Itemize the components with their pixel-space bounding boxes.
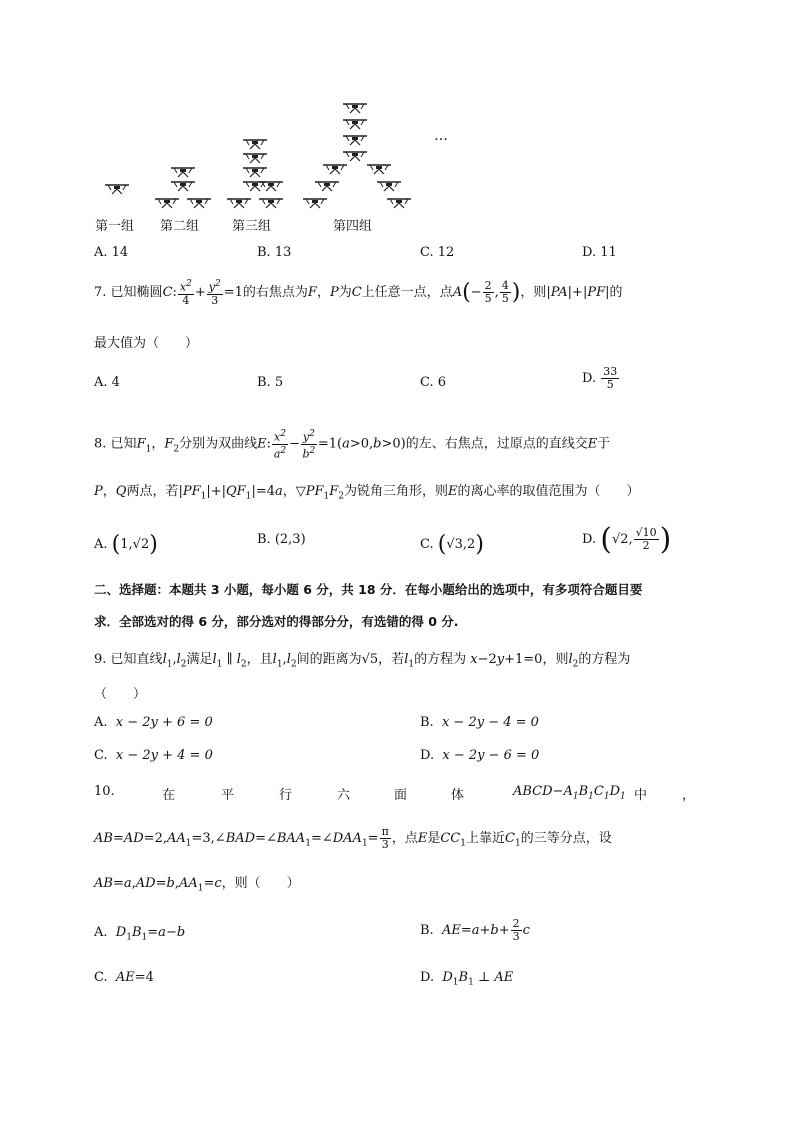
q7-option-d: D. $\frac{33}{5}$ [582, 365, 618, 391]
section2-heading-line2: 求．全部选对的得 6 分，部分选对的得部分分，有选错的得 0 分. [94, 614, 459, 629]
q10-option-c: C. AE=4 [94, 970, 154, 985]
q10-option-a: A. $D_1B_1=a-b$ [94, 925, 186, 943]
drone-icon [342, 134, 368, 146]
section2-heading-line1: 二、选择题：本题共 3 小题，每小题 6 分，共 18 分．在每小题给出的选项中，有多项符合题目要 [94, 582, 643, 597]
q6-option-b: B. 13 [257, 245, 292, 260]
q8-option-c: C. (√3,2) [420, 532, 484, 557]
drone-icon [226, 197, 252, 209]
q10-stem-line3: $AB=a,AD=b,AA_1=c$，则（ ） [94, 876, 300, 894]
group-label-4: 第四组 [333, 219, 373, 234]
q8-option-d: D. (√2, $\frac{√10}{2}$ ) [582, 522, 672, 557]
drone-icon [186, 197, 212, 209]
q6-option-d: D. 11 [582, 245, 617, 260]
q9-option-b: B. x − 2y − 4 = 0 [420, 715, 539, 730]
drone-icon [104, 183, 130, 195]
drone-icon [342, 150, 368, 162]
drone-icon [314, 180, 340, 192]
drone-icon [154, 197, 180, 209]
q9-stem-line2: （ ） [94, 687, 147, 702]
drone-icon [342, 102, 368, 114]
figure-ellipsis: … [434, 128, 448, 144]
q10-stem-line2: $AB=AD=2,AA_1=3,\angle BAD=\angle BAA_1=\angle DAA_1=$ $\frac{\pi}{3}$ ，点E是$CC_1$上靠近$C_1$的三等分点，设 [94, 825, 612, 851]
q7-option-a: A. 4 [94, 375, 120, 390]
q7-option-c: C. 6 [420, 375, 447, 390]
q7-option-b: B. 5 [257, 375, 284, 390]
q9-option-a: A. x − 2y + 6 = 0 [94, 715, 213, 730]
group-label-2: 第二组 [160, 219, 200, 234]
drone-icon [386, 197, 412, 209]
drone-icon [366, 163, 392, 175]
q10-number: 10. [94, 784, 115, 799]
drone-icon [322, 163, 348, 175]
q7-number: 7. [94, 284, 107, 300]
q10-option-d: D. $D_1B_1$ ⊥ AE [420, 970, 514, 988]
q8-option-a: A. (1,√2) [94, 532, 158, 557]
drone-icon [170, 180, 196, 192]
drone-icon [242, 166, 268, 178]
q9-stem-line1: 9. 已知直线$l_1,l_2$满足$l_1$ ∥ $l_2$，且$l_1,l_2$间的距离为√5，若$l_1$的方程为 x−2y+1=0，则$l_2$的方程为 [94, 652, 631, 670]
q8-stem-line2: P，Q两点，若$|PF_1|+|QF_1|=4a$，$▽PF_1F_2$为锐角三角形，则E的离心率的取值范围为（ ） [94, 484, 640, 502]
q7-stem-line1: 7. 已知椭圆C: $\frac{x^2}{4}$ + $\frac{y^2}{3}$ =1的右焦点为F，P为C上任意一点，点A(− $\frac{2}{5}$ , $\frac{4}{5}$ )，则|PA|+|PF|的 [94, 278, 623, 307]
q9-option-d: D. x − 2y − 6 = 0 [420, 748, 540, 763]
q9-option-c: C. x − 2y + 4 = 0 [94, 748, 213, 763]
q6-option-a: A. 14 [94, 245, 129, 260]
drone-icon [342, 118, 368, 130]
drone-icon [242, 152, 268, 164]
q9-number: 9. [94, 652, 107, 667]
drone-icon [376, 180, 402, 192]
group-label-3: 第三组 [232, 219, 272, 234]
drone-icon [242, 138, 268, 150]
drone-icon [302, 197, 328, 209]
q8-stem-line1: 8. 已知$F_1$，$F_2$分别为双曲线E: $\frac{x^2}{a^2}$ − $\frac{y^2}{b^2}$ =1(a>0,b>0)的左、右焦点，过原点的直线交E于 [94, 429, 611, 461]
q8-option-b: B. (2,3) [257, 532, 306, 547]
drone-icon [170, 166, 196, 178]
group-label-1: 第一组 [95, 219, 135, 234]
q6-option-c: C. 12 [420, 245, 455, 260]
drone-icon [258, 197, 284, 209]
q10-option-b: B. AE=a+b+ $\frac{2}{3}$ c [420, 917, 530, 943]
q8-number: 8. [94, 436, 107, 452]
q7-stem-line2: 最大值为（ ） [94, 336, 199, 351]
drone-icon [258, 180, 284, 192]
